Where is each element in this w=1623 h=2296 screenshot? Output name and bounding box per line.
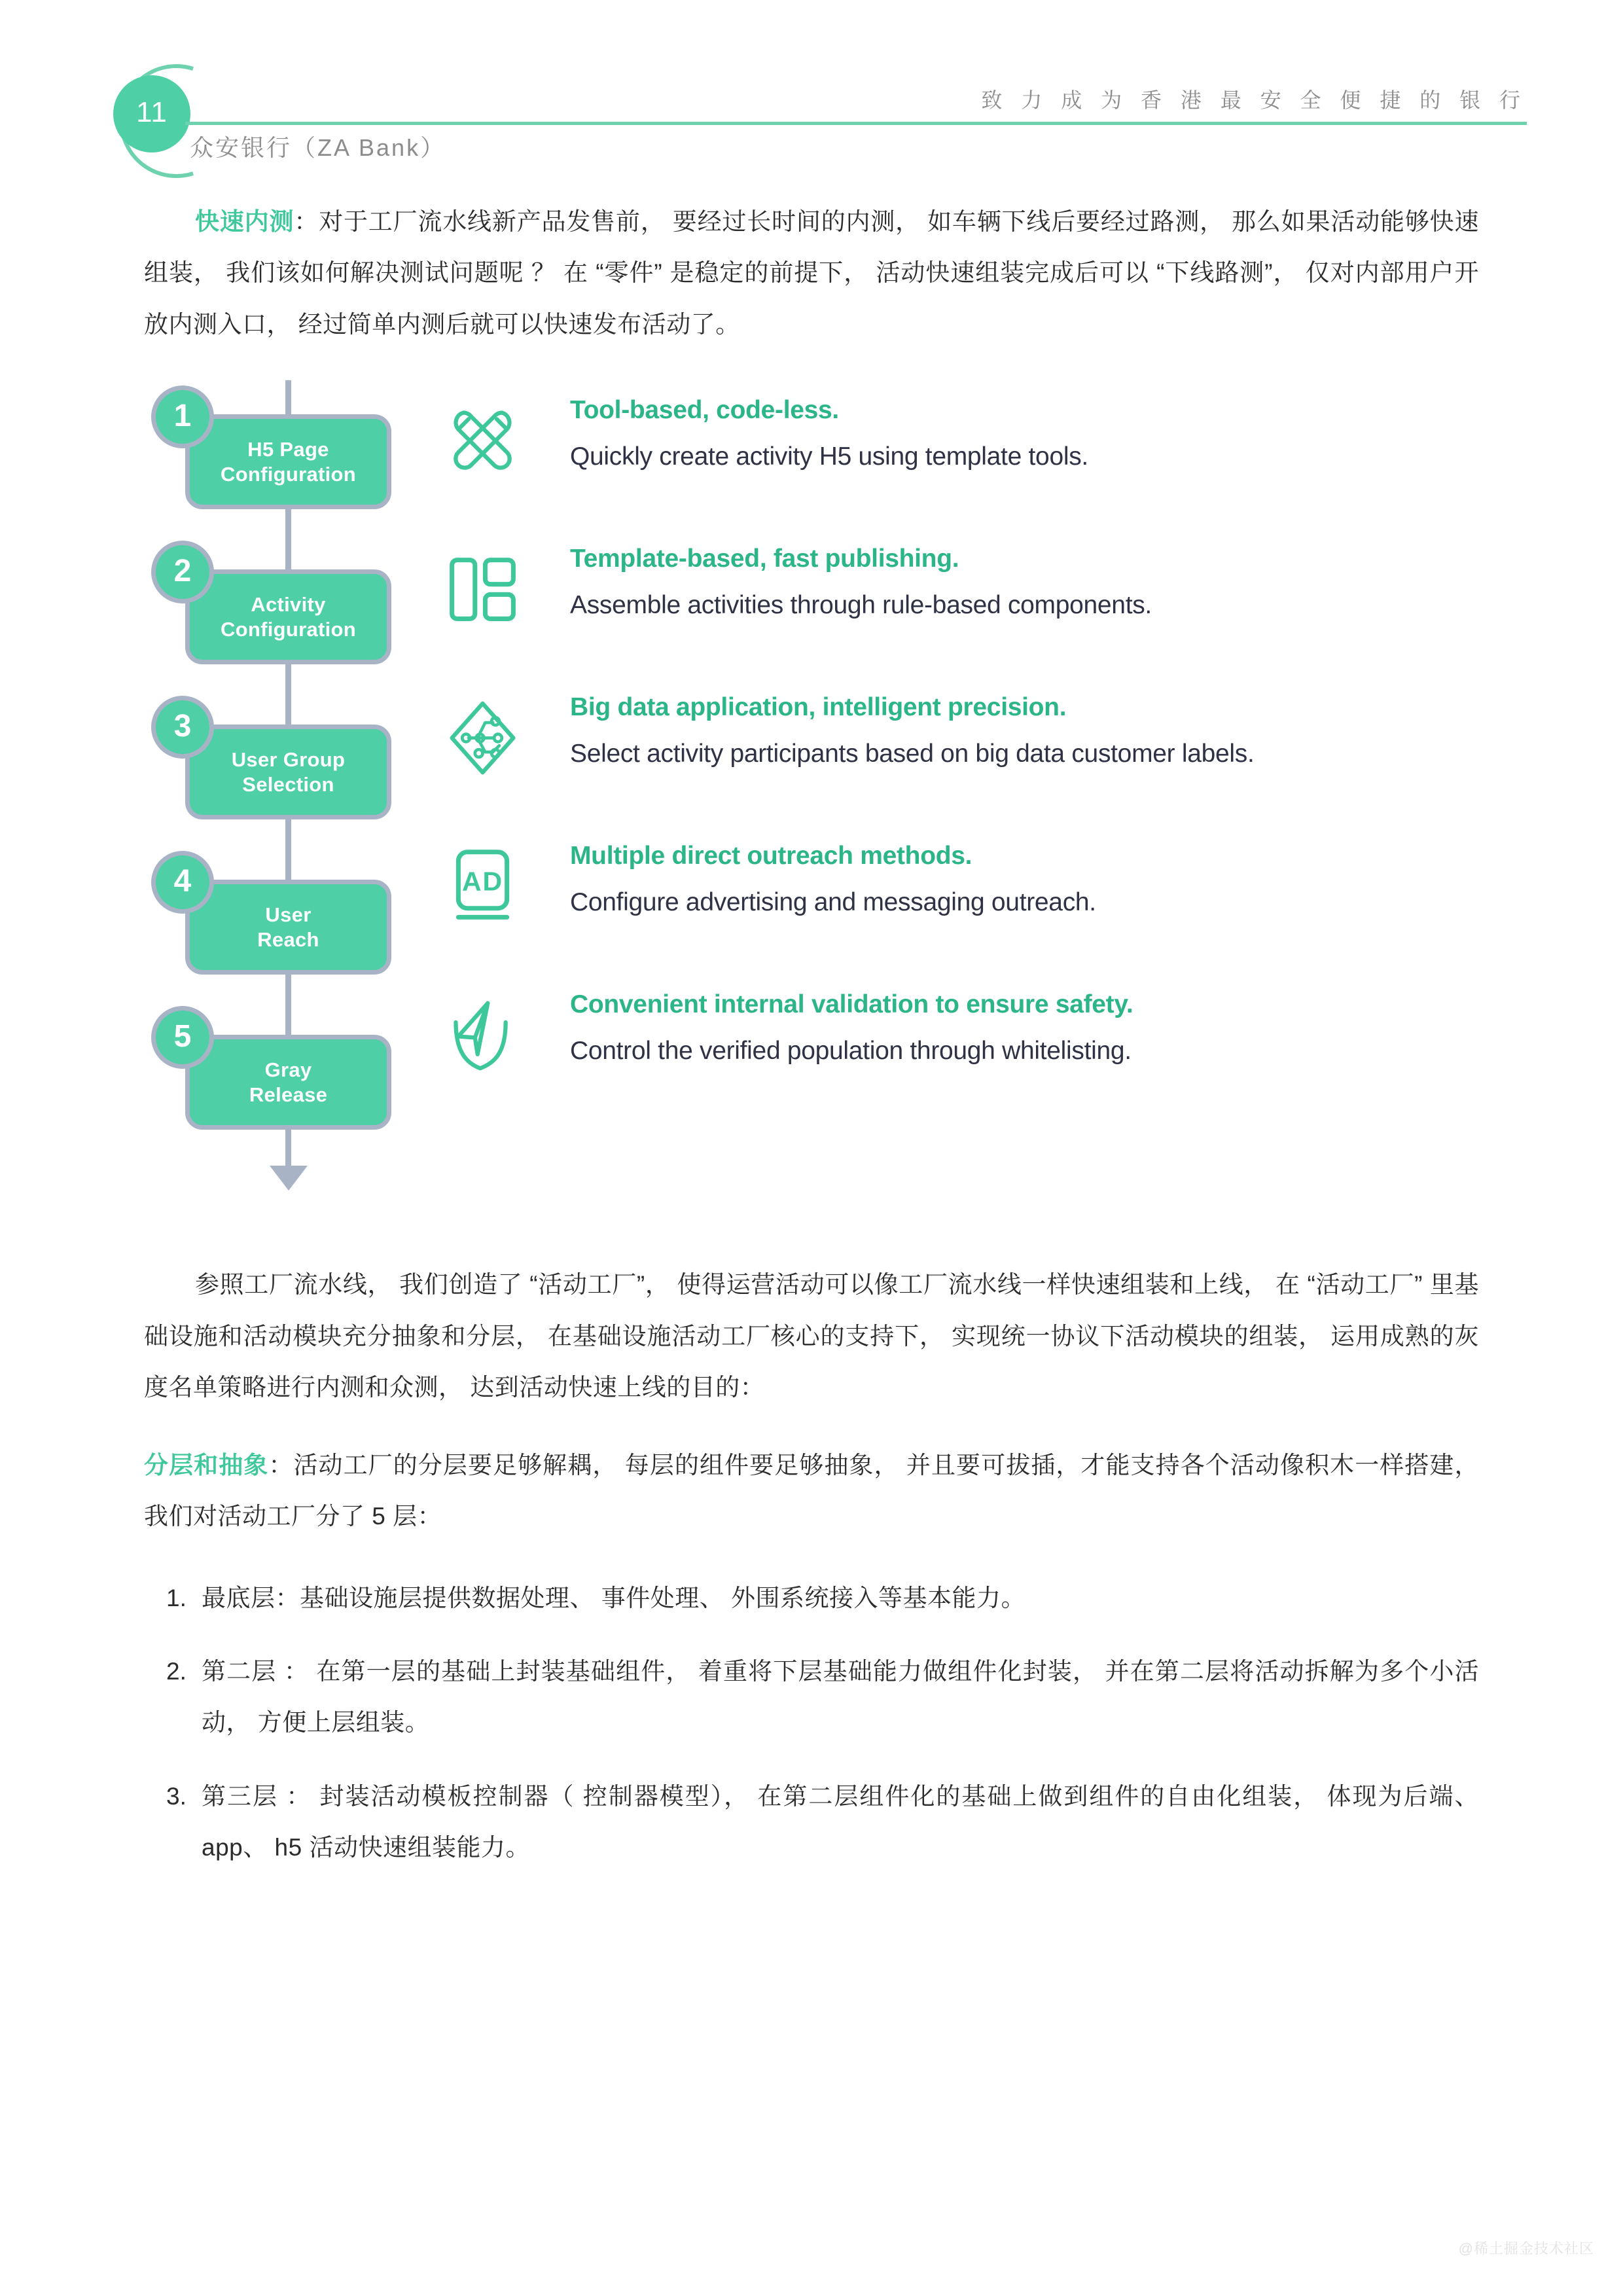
feature-text: [570, 395, 1480, 473]
flow-step[interactable]: [173, 863, 391, 975]
flow-step-number: 4: [173, 863, 192, 899]
flow-step-number: 5: [173, 1018, 192, 1054]
flow-step[interactable]: [173, 1018, 391, 1130]
page-number-circle: [113, 75, 190, 152]
header-rule: [185, 122, 1527, 125]
flow-step[interactable]: [173, 398, 391, 509]
feature-description: Control the verified population through whitelisting.: [570, 1037, 1132, 1066]
bank-name: 众安银行（ZA Bank）: [190, 134, 446, 161]
hexagon-network-icon: [442, 697, 524, 779]
feature-text: [570, 989, 1480, 1067]
feature-description: Assemble activities through rule-based components.: [570, 591, 1152, 620]
activity-factory-flow-diagram: [144, 380, 1479, 1221]
feature-text: [570, 543, 1480, 622]
intro-paragraph: [144, 196, 1479, 350]
feature-row: [442, 692, 1479, 840]
layering-body: ：活动工厂的分层要足够解耦， 每层的组件要足够抽象， 并且要可拔插，才能支持各个活动像积木一样搭建， 我们对活动工厂分了 5 层：: [144, 1451, 1480, 1530]
flow-connector: [285, 975, 291, 1035]
factory-paragraph: 参照工厂流水线， 我们创造了 “活动工厂”， 使得运营活动可以像工厂流水线一样快速组装和上线， 在 “活动工厂” 里基础设施和活动模块充分抽象和分层， 在基础设施活动工厂核心的支持下， 实现统一协议下活动模块的组装， 运用成熟的灰度名单策略进行内测和众测， 达到活动快速上线的目的：: [144, 1271, 1479, 1401]
list-item: [144, 1646, 1479, 1749]
flow-step-box[interactable]: [185, 1035, 391, 1130]
page-content: [0, 196, 1623, 1896]
flow-connector-bottom: [285, 1130, 291, 1168]
page-number: 11: [136, 96, 168, 128]
flow-connector: [285, 819, 291, 880]
flow-step-label: User Group Selection: [231, 748, 346, 796]
wrench-screwdriver-icon: [442, 400, 524, 482]
flow-step-number-badge: [151, 386, 214, 448]
page-header: [0, 0, 1623, 196]
feature-title: Multiple direct outreach methods.: [570, 842, 972, 870]
header-slogan: 致 力 成 为 香 港 最 安 全 便 捷 的 银 行: [981, 88, 1527, 112]
list-item-marker: 2.: [166, 1657, 187, 1685]
intro-lead: 快速内测: [195, 208, 294, 235]
flow-step-number: 2: [173, 553, 192, 588]
feature-text: [570, 692, 1480, 770]
flow-step-number-badge: [151, 541, 214, 603]
list-item: [144, 1771, 1479, 1874]
layers-list: [144, 1573, 1479, 1874]
feature-title: Big data application, intelligent precision.: [570, 693, 1067, 722]
list-item: [144, 1573, 1479, 1624]
flow-step-box[interactable]: [185, 569, 391, 664]
flow-step-number: 1: [173, 398, 192, 433]
feature-title: Template-based, fast publishing.: [570, 545, 959, 573]
flow-step-label: H5 Page Configuration: [220, 438, 357, 486]
flow-connector: [285, 509, 291, 569]
layering-paragraph: [144, 1440, 1479, 1543]
list-item-text: 第二层 ： 在第一层的基础上封装基础组件， 着重将下层基础能力做组件化封装， 并在第二层将活动拆解为多个小活动， 方便上层组装。: [202, 1657, 1479, 1736]
flow-arrow-icon: [270, 1166, 308, 1191]
feature-row: [442, 989, 1479, 1138]
list-item-marker: 3.: [166, 1782, 187, 1810]
intro-body: ：对于工厂流水线新产品发售前， 要经过长时间的内测， 如车辆下线后要经过路测， 那么如果活动能够快速组装， 我们该如何解决测试问题呢 ？ 在 “零件” 是稳定的前提下， 活动快速组装完成后可以 “下线路测”， 仅对内部用户开放内测入口， 经过简单内测后就可以快速发布活动了。: [144, 208, 1479, 338]
flow-step-label: User Reach: [257, 903, 319, 951]
svg-text:AD: AD: [461, 866, 504, 897]
watermark: @稀土掘金技术社区: [1458, 2240, 1594, 2257]
feature-description: Configure advertising and messaging outreach.: [570, 888, 1096, 917]
flow-connector-top: [285, 380, 291, 414]
flow-step[interactable]: [173, 553, 391, 664]
flow-step-number-badge: [151, 696, 214, 759]
list-item-marker: 1.: [166, 1584, 187, 1611]
flow-step-number-badge: [151, 851, 214, 914]
flow-step[interactable]: [173, 708, 391, 819]
flow-connector: [285, 664, 291, 725]
shield-plane-icon: [442, 994, 524, 1076]
feature-title: Convenient internal validation to ensure safety.: [570, 990, 1133, 1019]
feature-row: [442, 840, 1479, 989]
feature-title: Tool-based, code-less.: [570, 396, 839, 425]
flow-step-box[interactable]: [185, 414, 391, 509]
ad-phone-icon: [442, 846, 524, 927]
flow-step-number-badge: [151, 1006, 214, 1069]
flow-step-box[interactable]: [185, 880, 391, 975]
flow-step-label: Gray Release: [249, 1058, 328, 1106]
feature-list: [442, 395, 1479, 1138]
flow-step-column: [144, 380, 419, 1221]
flow-step-number: 3: [173, 708, 192, 744]
layering-lead: 分层和抽象: [144, 1451, 269, 1479]
layout-blocks-icon: [442, 548, 524, 630]
flow-step-label: Activity Configuration: [220, 593, 357, 641]
flow-step-box[interactable]: [185, 725, 391, 819]
list-item-text: 第三层 ： 封装活动模板控制器（ 控制器模型）， 在第二层组件化的基础上做到组件的自由化组装， 体现为后端、 app、 h5 活动快速组装能力。: [202, 1782, 1479, 1861]
feature-description: Quickly create activity H5 using template tools.: [570, 442, 1088, 471]
feature-row: [442, 395, 1479, 543]
list-item-text: 最底层：基础设施层提供数据处理、 事件处理、 外围系统接入等基本能力。: [202, 1584, 1026, 1611]
feature-row: [442, 543, 1479, 692]
feature-text: [570, 840, 1480, 919]
feature-description: Select activity participants based on big data customer labels.: [570, 740, 1255, 768]
